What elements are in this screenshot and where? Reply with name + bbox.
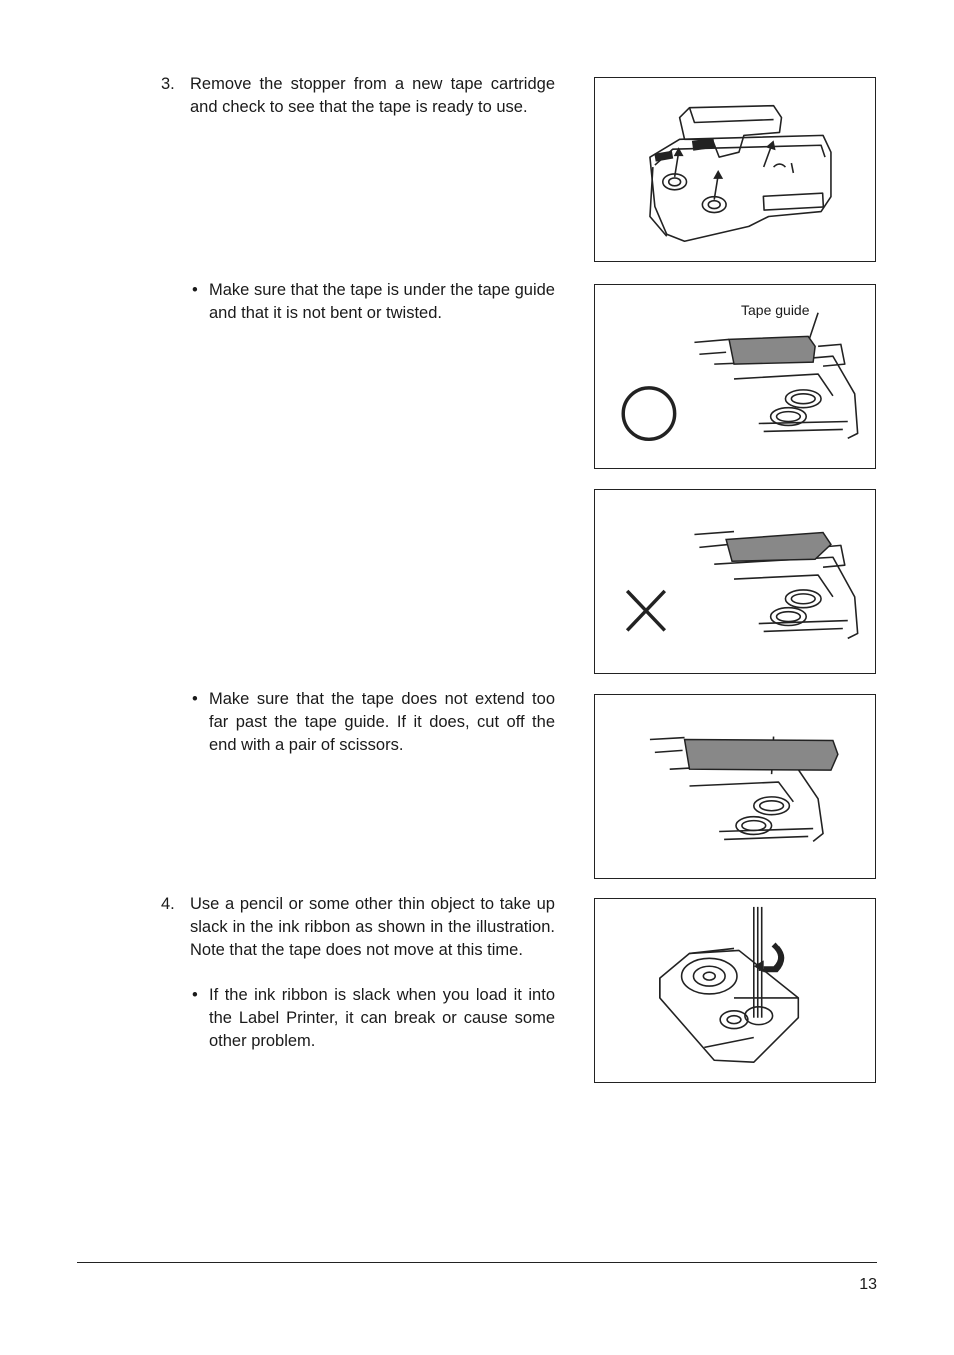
tape-cartridge-illustration bbox=[595, 78, 875, 261]
pencil-winding-ribbon-illustration bbox=[595, 899, 875, 1082]
figure-ink-ribbon-slack bbox=[594, 898, 876, 1083]
tape-guide-correct-illustration bbox=[595, 285, 875, 468]
incorrect-mark-icon bbox=[627, 591, 665, 631]
correct-mark-icon bbox=[623, 388, 674, 439]
bullet-3-symbol: • bbox=[192, 986, 198, 1004]
bullet-1-symbol: • bbox=[192, 281, 198, 299]
bullet-2-symbol: • bbox=[192, 690, 198, 708]
step-3-text: Remove the stopper from a new tape cartridge and check to see that the tape is ready to use. bbox=[190, 75, 555, 116]
footer-divider bbox=[77, 1262, 877, 1263]
figure-tape-incorrect bbox=[594, 489, 876, 674]
step-4-number: 4. bbox=[161, 895, 175, 913]
rotate-arrow-icon bbox=[754, 960, 764, 972]
bullet-2-text: Make sure that the tape does not extend too far past the tape guide. If it does, cut off the end with a pair of scissors. bbox=[209, 690, 555, 754]
tape-extends-past-guide-illustration bbox=[595, 695, 875, 878]
step-3-number: 3. bbox=[161, 75, 175, 93]
page-number: 13 bbox=[859, 1276, 877, 1293]
step-4-text: Use a pencil or some other thin object to take up slack in the ink ribbon as shown in the illustration. Note that the tape does not move at this time. bbox=[190, 895, 555, 959]
bullet-1-text: Make sure that the tape is under the tape guide and that it is not bent or twisted. bbox=[209, 281, 555, 322]
tape-guide-incorrect-illustration bbox=[595, 490, 875, 673]
figure-tape-too-long bbox=[594, 694, 876, 879]
figure-tape-correct bbox=[594, 284, 876, 469]
figure-remove-stopper bbox=[594, 77, 876, 262]
tape-guide-label: Tape guide bbox=[741, 302, 810, 318]
bullet-3-text: If the ink ribbon is slack when you load it into the Label Printer, it can break or cause some other problem. bbox=[209, 986, 555, 1050]
